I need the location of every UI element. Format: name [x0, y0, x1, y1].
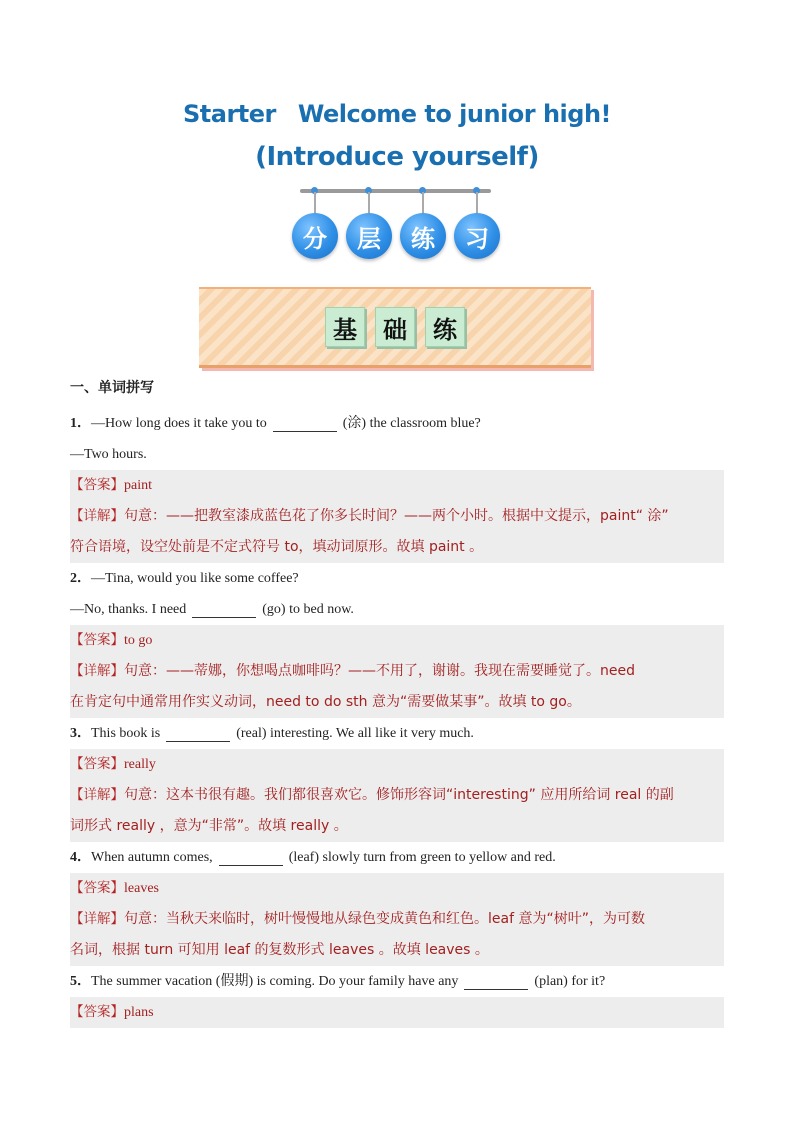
- question-text: The summer vacation (假期) is coming. Do your family have any: [91, 974, 459, 989]
- detail-line: 在肯定句中通常用作实义动词，need to do sth 意为“需要做某事”。故填 to go。: [70, 694, 581, 710]
- question-line: —Two hours.: [70, 447, 147, 462]
- answer-value: to go: [124, 633, 153, 648]
- exercise-content: [70, 376, 724, 1028]
- detail-tag: 【详解】: [70, 508, 124, 524]
- detail-line: 句意：当秋天来临时，树叶慢慢地从绿色变成黄色和红色。leaf 意为“树叶”，为可数: [124, 911, 645, 927]
- detail-tag: 【详解】: [70, 787, 124, 803]
- question-text: This book is: [91, 726, 161, 741]
- answer-row: [70, 997, 724, 1028]
- question-hint: (real) interesting. We all like it very much.: [236, 726, 474, 741]
- rail-stem: [476, 192, 478, 214]
- banner-char-3: 练: [425, 307, 465, 347]
- question-line: [70, 594, 724, 625]
- detail-line: 句意：——把教室漆成蓝色花了你多长时间？——两个小时。根据中文提示，paint“ 涂”: [124, 508, 669, 524]
- question-text: —How long does it take you to: [91, 416, 267, 431]
- banner-char-2: 础: [375, 307, 415, 347]
- tier-ball-4: 习: [454, 213, 500, 259]
- question-line: [70, 408, 724, 439]
- detail-block: [70, 904, 724, 966]
- question-number: 2．: [70, 571, 91, 586]
- detail-block: [70, 780, 724, 842]
- answer-value: plans: [124, 1005, 154, 1020]
- answer-tag: 【答案】: [70, 756, 124, 772]
- answer-blank[interactable]: [219, 849, 283, 866]
- answer-row: [70, 749, 724, 780]
- answer-value: paint: [124, 478, 152, 493]
- detail-line: 符合语境，设空处前是不定式符号 to，填动词原形。故填 paint 。: [70, 539, 484, 555]
- question-3: [70, 718, 724, 842]
- question-hint: (go) to bed now.: [262, 602, 354, 617]
- question-hint: (plan) for it?: [534, 974, 606, 989]
- detail-line: 名词，根据 turn 可知用 leaf 的复数形式 leaves 。故填 leaves 。: [70, 942, 489, 958]
- detail-block: [70, 656, 724, 718]
- answer-tag: 【答案】: [70, 477, 124, 493]
- question-5: [70, 966, 724, 1028]
- answer-blank[interactable]: [166, 725, 230, 742]
- level-banner: [199, 287, 591, 368]
- rail-stem: [422, 192, 424, 214]
- detail-block: [70, 501, 724, 563]
- question-line: [70, 718, 724, 749]
- answer-value: really: [124, 757, 156, 772]
- rail-stem: [314, 192, 316, 214]
- hanger-rail: [300, 189, 491, 193]
- detail-line: 词形式 really ，意为“非常”。故填 really 。: [70, 818, 348, 834]
- question-hint: (涂) the classroom blue?: [342, 416, 481, 431]
- tier-ball-2: 层: [346, 213, 392, 259]
- question-1: [70, 408, 724, 563]
- rail-stem: [368, 192, 370, 214]
- question-text: When autumn comes,: [91, 850, 213, 865]
- page-title: [0, 100, 794, 128]
- question-line: [70, 842, 724, 873]
- question-text: —Tina, would you like some coffee?: [91, 571, 299, 586]
- question-hint: (leaf) slowly turn from green to yellow and red.: [288, 850, 556, 865]
- answer-value: leaves: [124, 881, 159, 896]
- banner-char-1: 基: [325, 307, 365, 347]
- detail-line: 句意：——蒂娜，你想喝点咖啡吗？——不用了，谢谢。我现在需要睡觉了。need: [124, 663, 635, 679]
- answer-tag: 【答案】: [70, 632, 124, 648]
- page-subtitle: (Introduce yourself): [255, 142, 539, 172]
- question-number: 1．: [70, 416, 91, 431]
- answer-row: [70, 625, 724, 656]
- answer-row: [70, 873, 724, 904]
- answer-tag: 【答案】: [70, 1004, 124, 1020]
- question-line: [70, 966, 724, 997]
- question-4: [70, 842, 724, 966]
- tier-ball-1: 分: [292, 213, 338, 259]
- question-number: 4．: [70, 850, 91, 865]
- answer-blank[interactable]: [464, 973, 528, 990]
- answer-blank[interactable]: [273, 415, 337, 432]
- question-number: 3．: [70, 726, 91, 741]
- question-text: —No, thanks. I need: [70, 602, 187, 617]
- detail-line: 句意：这本书很有趣。我们都很喜欢它。修饰形容词“interesting” 应用所给词 real 的副: [124, 787, 674, 803]
- detail-tag: 【详解】: [70, 911, 124, 927]
- section-heading: 一、单词拼写: [70, 380, 154, 396]
- title-part1: Starter: [183, 100, 276, 128]
- answer-tag: 【答案】: [70, 880, 124, 896]
- answer-row: [70, 470, 724, 501]
- question-2: [70, 563, 724, 718]
- answer-blank[interactable]: [192, 601, 256, 618]
- detail-tag: 【详解】: [70, 663, 124, 679]
- title-part2: Welcome to junior high!: [297, 100, 611, 128]
- question-number: 5．: [70, 974, 91, 989]
- question-line: [70, 563, 724, 594]
- tier-ball-3: 练: [400, 213, 446, 259]
